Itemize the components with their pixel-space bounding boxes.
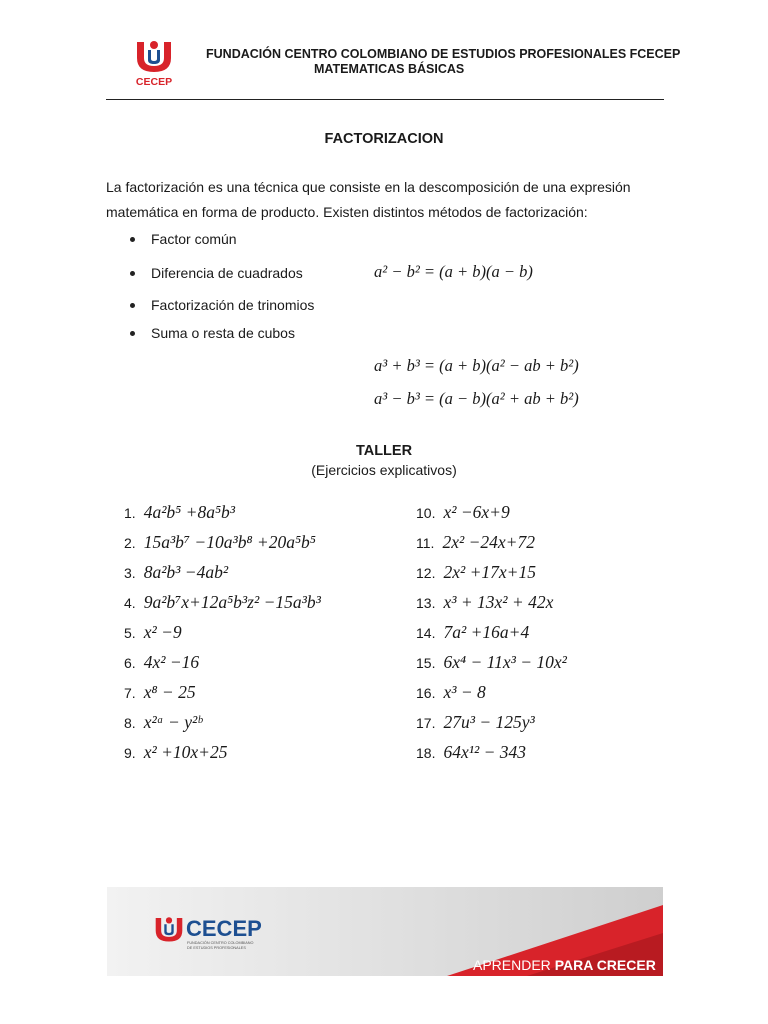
bullet-icon [130,271,135,276]
taller-title: TALLER [355,443,413,459]
logo-wordmark: CECEP [135,76,173,88]
intro-paragraph: La factorización es una técnica que consiste en la descomposición de una expresión matemática en forma de producto. Existen distintos métodos de factorización: [106,179,631,220]
exercise-item: 7. x⁸ − 25 [124,682,196,702]
taller-subtitle: (Ejercicios explicativos) [311,462,457,478]
org-name: FUNDACIÓN CENTRO COLOMBIANO DE ESTUDIOS PROFESIONALES FCECEP [206,47,681,61]
list-item: Diferencia de cuadrados [130,265,303,281]
footer-logo-wordmark: CECEP [186,916,262,941]
formula-diff-cubes: a³ − b³ = (a − b)(a² + ab + b²) [374,389,579,408]
exercise-item: 3. 8a²b³ −4ab² [124,562,229,582]
footer-banner [107,887,663,976]
formula-diff-squares: a² − b² = (a + b)(a − b) [374,262,533,281]
cecep-logo-mark [131,36,177,76]
exercise-item: 15. 6x⁴ − 11x³ − 10x² [416,652,567,672]
slogan-light: APRENDER [473,957,551,973]
formula-sum-cubes: a³ + b³ = (a + b)(a² − ab + b²) [374,356,579,375]
exercise-item: 12. 2x² +17x+15 [416,562,536,582]
exercise-item: 2. 15a³b⁷ −10a³b⁸ +20a⁵b⁵ [124,532,316,552]
cecep-logo [131,36,177,92]
course-name: MATEMATICAS BÁSICAS [314,62,465,76]
header-divider [106,99,664,100]
page-title: FACTORIZACION [324,131,444,147]
footer-slogan [473,957,656,973]
bullet-icon [130,303,135,308]
bullet-icon [130,331,135,336]
exercise-item: 18. 64x¹² − 343 [416,742,527,762]
exercise-item: 6. 4x² −16 [124,652,200,672]
exercise-item: 17. 27u³ − 125y³ [416,712,535,732]
exercise-item: 5. x² −9 [124,622,182,642]
exercise-item: 1. 4a²b⁵ +8a⁵b³ [124,502,236,522]
bullet-icon [130,237,135,242]
exercise-item: 13. x³ + 13x² + 42x [416,592,554,612]
exercise-item: 4. 9a²b⁷x+12a⁵b³z² −15a³b³ [124,592,321,612]
exercise-item: 9. x² +10x+25 [124,742,228,762]
list-item: Suma o resta de cubos [130,325,295,341]
slogan-bold: PARA CRECER [554,957,656,973]
exercise-item: 11. 2x² −24x+72 [416,532,535,552]
list-item: Factorización de trinomios [130,297,314,313]
exercise-item: 10. x² −6x+9 [416,502,510,522]
exercise-item: 14. 7a² +16a+4 [416,622,530,642]
exercise-item: 8. x²ᵃ − y²ᵇ [124,712,202,732]
exercise-item: 16. x³ − 8 [416,682,486,702]
footer-logo-icon [151,909,187,949]
list-item: Factor común [130,231,237,247]
footer-logo-tagline: FUNDACIÓN CENTRO COLOMBIANO DE ESTUDIOS PROFESIONALES [187,941,254,950]
